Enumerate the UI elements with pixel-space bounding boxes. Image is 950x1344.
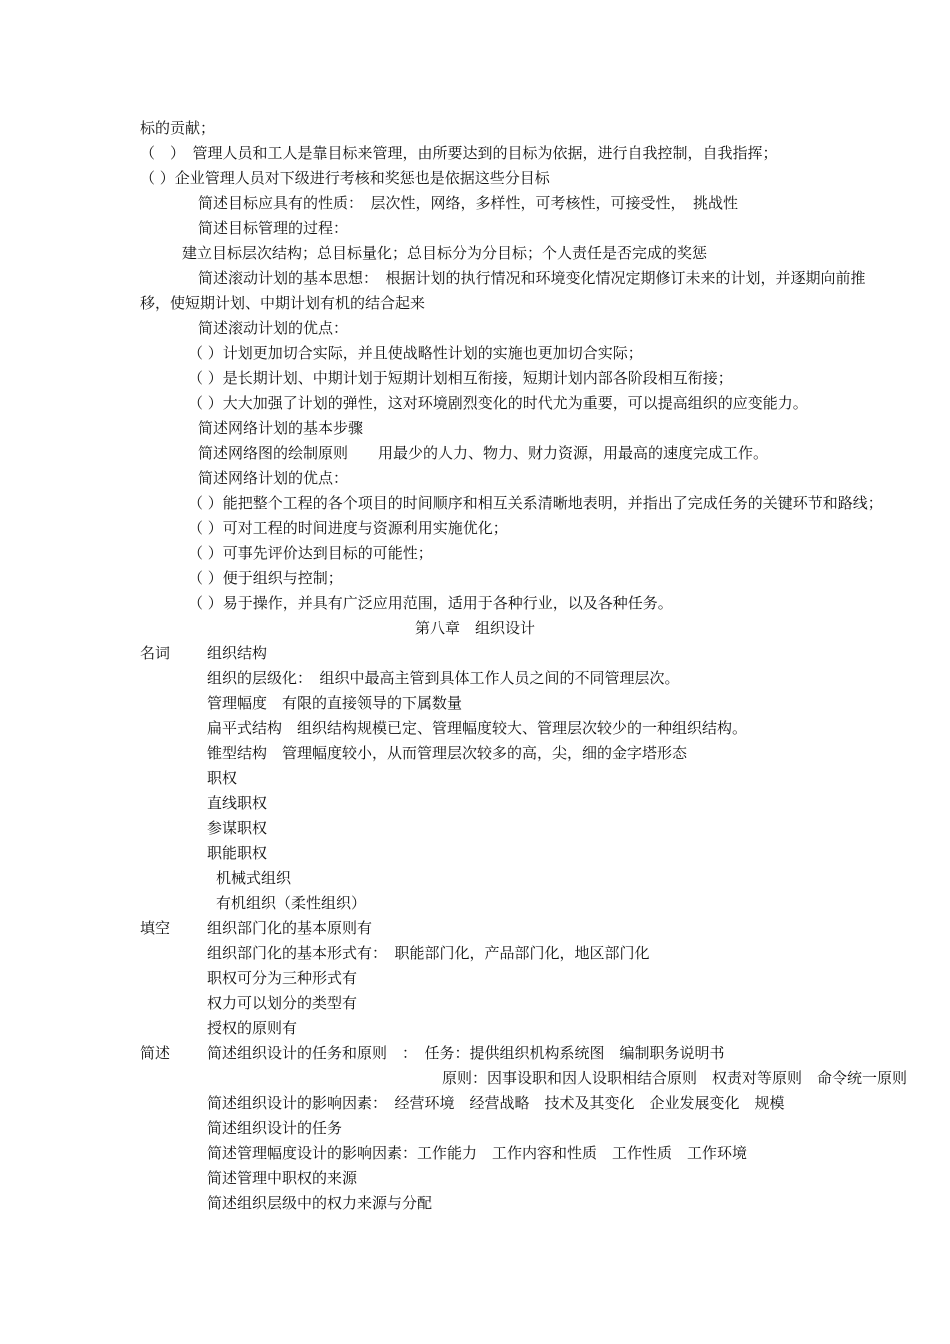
text-line: （ ）能把整个工程的各个项目的时间顺序和相互关系清晰地表明，并指出了完成任务的关键环节和路线； <box>188 494 883 512</box>
section-label-tiankong: 填空 <box>140 919 171 937</box>
text-line: （ ）计划更加切合实际，并且使战略性计划的实施也更加切合实际； <box>188 344 643 362</box>
term-line: 直线职权 <box>207 794 268 812</box>
text-line: （ ）可对工程的时间进度与资源利用实施优化； <box>188 519 508 537</box>
section-label-mingci: 名词 <box>140 644 171 662</box>
text-line: 简述目标管理的过程： <box>198 219 349 237</box>
brief-line: 简述组织设计的任务和原则 ： 任务：提供组织机构系统图 编制职务说明书 <box>207 1044 725 1062</box>
brief-line: 简述管理幅度设计的影响因素：工作能力 工作内容和性质 工作性质 工作环境 <box>207 1144 748 1162</box>
term-line: 机械式组织 <box>216 869 292 887</box>
term-line: 锥型结构 管理幅度较小，从而管理层次较多的高，尖，细的金字塔形态 <box>207 744 688 762</box>
text-line: （ ） 管理人员和工人是靠目标来管理，由所要达到的目标为依据，进行自我控制，自我指挥； <box>140 144 778 162</box>
text-line: （ ）可事先评价达到目标的可能性； <box>188 544 433 562</box>
brief-line: 原则：因事设职和因人设职相结合原则 权责对等原则 命令统一原则 <box>442 1069 908 1087</box>
text-line: 简述滚动计划的优点： <box>198 319 349 337</box>
fill-line: 职权可分为三种形式有 <box>207 969 358 987</box>
text-line: 简述网络计划的基本步骤 <box>198 419 364 437</box>
fill-line: 权力可以划分的类型有 <box>207 994 358 1012</box>
fill-line: 授权的原则有 <box>207 1019 298 1037</box>
text-line: 简述网络图的绘制原则 用最少的人力、物力、财力资源，用最高的速度完成工作。 <box>198 444 769 462</box>
brief-line: 简述组织层级中的权力来源与分配 <box>207 1194 433 1212</box>
text-line: 标的贡献； <box>140 119 216 137</box>
brief-line: 简述组织设计的任务 <box>207 1119 343 1137</box>
term-line: 组织结构 <box>207 644 268 662</box>
term-line: 有机组织（柔性组织） <box>216 894 367 912</box>
fill-line: 组织部门化的基本形式有： 职能部门化，产品部门化，地区部门化 <box>207 944 650 962</box>
text-line: 简述网络计划的优点： <box>198 469 349 487</box>
text-line: （ ）大大加强了计划的弹性，这对环境剧烈变化的时代尤为重要，可以提高组织的应变能力。 <box>188 394 808 412</box>
term-line: 职权 <box>207 769 238 787</box>
fill-line: 组织部门化的基本原则有 <box>207 919 373 937</box>
text-line: （ ）易于操作，并具有广泛应用范围，适用于各种行业，以及各种任务。 <box>188 594 673 612</box>
text-line: 建立目标层次结构；总目标量化；总目标分为分目标；个人责任是否完成的奖惩 <box>182 244 708 262</box>
term-line: 职能职权 <box>207 844 268 862</box>
brief-line: 简述管理中职权的来源 <box>207 1169 358 1187</box>
section-label-jianshu: 简述 <box>140 1044 171 1062</box>
term-line: 扁平式结构 组织结构规模已定、管理幅度较大、管理层次较少的一种组织结构。 <box>207 719 748 737</box>
term-line: 组织的层级化： 组织中最高主管到具体工作人员之间的不同管理层次。 <box>207 669 680 687</box>
text-line: （ ）企业管理人员对下级进行考核和奖惩也是依据这些分目标 <box>140 169 550 187</box>
term-line: 管理幅度 有限的直接领导的下属数量 <box>207 694 463 712</box>
text-line: （ ）便于组织与控制； <box>188 569 343 587</box>
text-line: 移，使短期计划、中期计划有机的结合起来 <box>140 294 426 312</box>
text-line: 简述滚动计划的基本思想： 根据计划的执行情况和环境变化情况定期修订未来的计划，并逐期向前推 <box>198 269 866 287</box>
text-line: 简述目标应具有的性质： 层次性，网络，多样性，可考核性，可接受性， 挑战性 <box>198 194 739 212</box>
term-line: 参谋职权 <box>207 819 268 837</box>
brief-line: 简述组织设计的影响因素： 经营环境 经营战略 技术及其变化 企业发展变化 规模 <box>207 1094 785 1112</box>
chapter-title: 第八章 组织设计 <box>414 619 535 637</box>
text-line: （ ）是长期计划、中期计划于短期计划相互衔接，短期计划内部各阶段相互衔接； <box>188 369 733 387</box>
